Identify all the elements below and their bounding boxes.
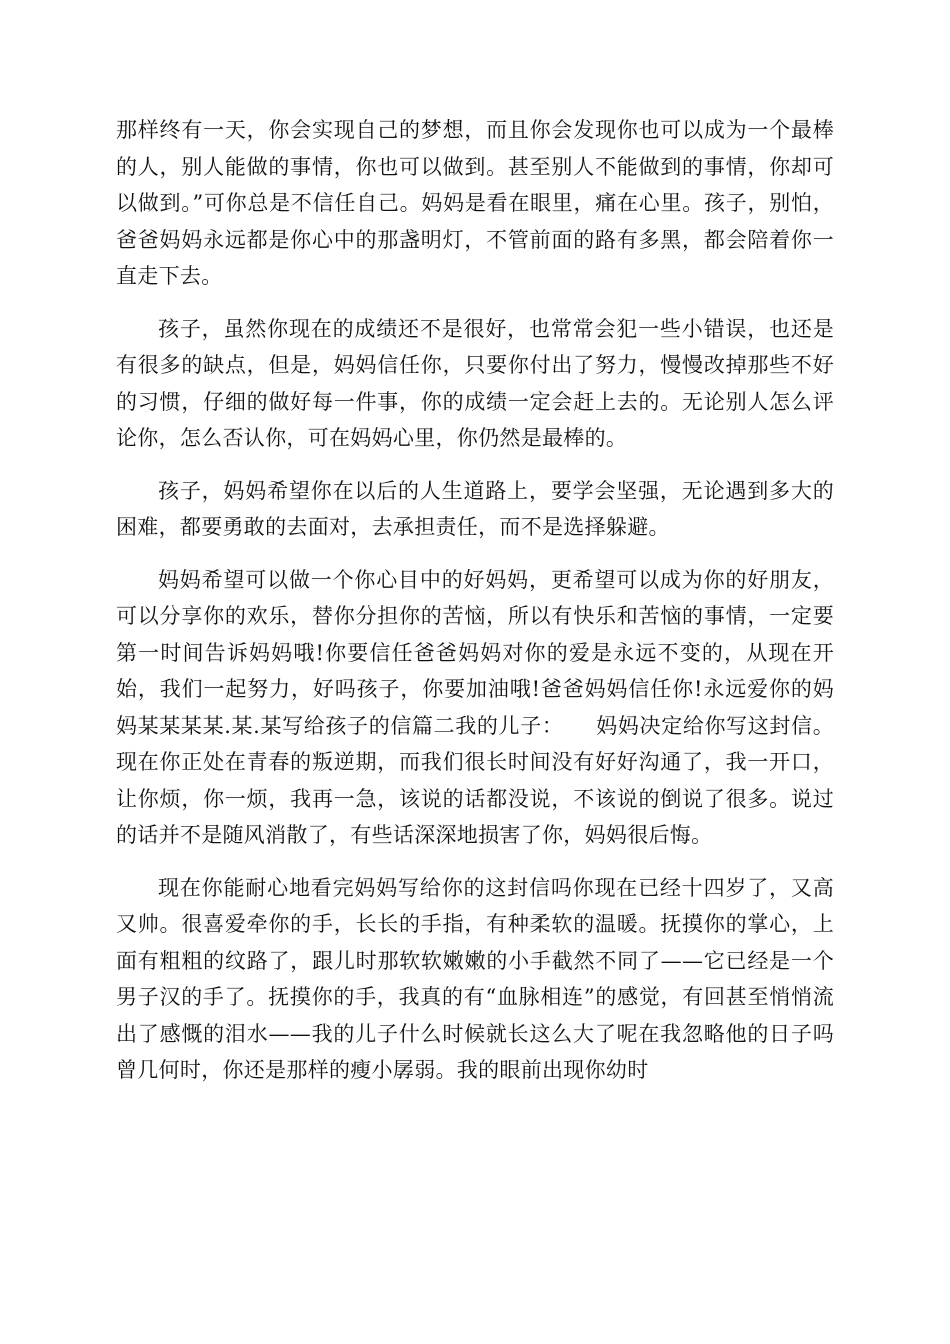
- letter-body: [116, 112, 834, 1105]
- paragraph-1: 那样终有一天，你会实现自己的梦想，而且你会发现你也可以成为一个最棒的人，别人能做的事情，你也可以做到。甚至别人不能做到的事情，你却可以做到。”可你总是不信任自己。妈妈是看在眼里，痛在心里。孩子，别怕，爸爸妈妈永远都是你心中的那盏明灯，不管前面的路有多黑，都会陪着你一直走下去。: [116, 118, 834, 288]
- paragraph-3: 孩子，妈妈希望你在以后的人生道路上，要学会坚强，无论遇到多大的困难，都要勇敢的去面对，去承担责任，而不是选择躲避。: [116, 478, 834, 539]
- paragraph-2: 孩子，虽然你现在的成绩还不是很好，也常常会犯一些小错误，也还是有很多的缺点，但是，妈妈信任你，只要你付出了努力，慢慢改掉那些不好的习惯，仔细的做好每一件事，你的成绩一定会赶上去的。无论别人怎么评论你，怎么否认你，可在妈妈心里，你仍然是最棒的。: [116, 316, 834, 450]
- paragraph-5: 现在你能耐心地看完妈妈写给你的这封信吗你现在已经十四岁了，又高又帅。很喜爱牵你的手，长长的手指，有种柔软的温暖。抚摸你的掌心，上面有粗粗的纹路了，跟儿时那软软嫩嫩的小手截然不同了——它已经是一个男子汉的手了。抚摸你的手，我真的有“血脉相连”的感觉，有回甚至悄悄流出了感慨的泪水——我的儿子什么时候就长这么大了呢在我忽略他的日子吗曾几何时，你还是那样的瘦小孱弱。我的眼前出现你幼时: [116, 875, 834, 1082]
- paragraph-4: 妈妈希望可以做一个你心目中的好妈妈，更希望可以成为你的好朋友，可以分享你的欢乐，替你分担你的苦恼，所以有快乐和苦恼的事情，一定要第一时间告诉妈妈哦!你要信任爸爸妈妈对你的爱是永远不变的，从现在开始，我们一起努力，好吗孩子，你要加油哦!爸爸妈妈信任你!永远爱你的妈妈某某某某.某.某写给孩子的信篇二我的儿子： 妈妈决定给你写这封信。现在你正处在青春的叛逆期，而我们很长时间没有好好沟通了，我一开口，让你烦，你一烦，我再一急，该说的话都没说，不该说的倒说了很多。说过的话并不是随风消散了，有些话深深地损害了你，妈妈很后悔。: [116, 567, 834, 847]
